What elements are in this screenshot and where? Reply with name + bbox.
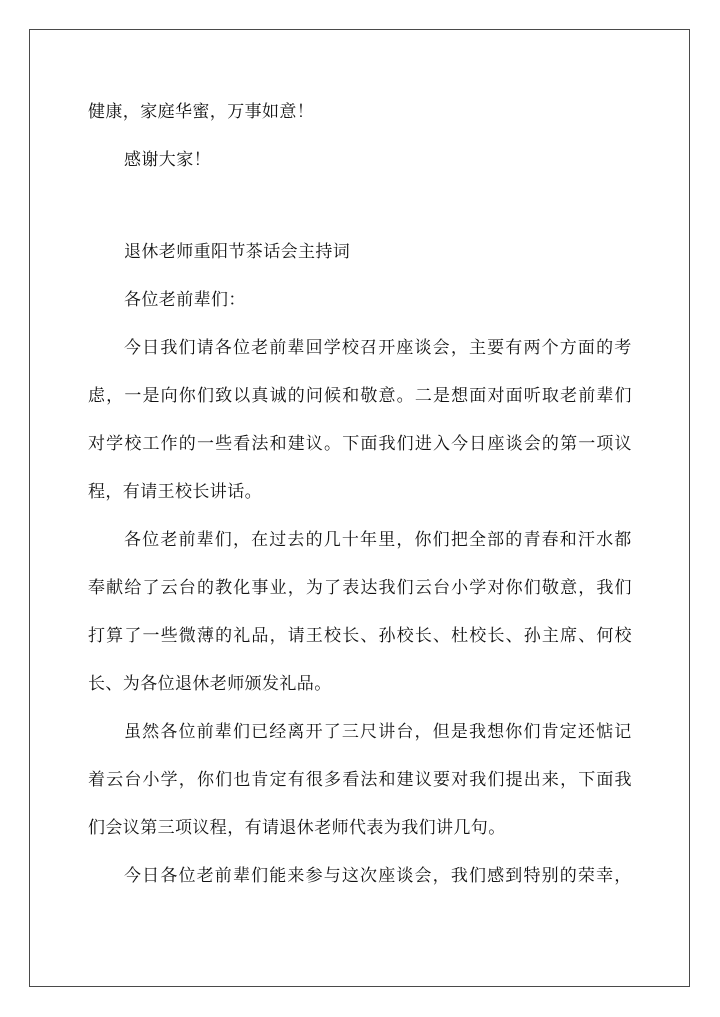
text-line: 们会议第三项议程，有请退休老师代表为我们讲几句。 (88, 818, 506, 838)
text-line: 奉 献 给 了 云 台 的 教 化 事 业 ， 为 了 表 达 我 们 云 台 小 学 对 你 们 敬 意 ， 我 们 (88, 578, 632, 598)
text-line: 各 位 老 前 辈 们 ， 在 过 去 的 几 十 年 里 ， 你 们 把 全 部 的 青 春 和 汗 水 都 (124, 530, 632, 550)
text-line: 健康，家庭华蜜，万事如意！ (88, 102, 315, 122)
text-line: 虑 ， 一 是 向 你 们 致 以 真 诚 的 问 候 和 敬 意 。 二 是 想 面 对 面 听 取 老 前 辈 们 (88, 386, 632, 406)
text-line: 长、为各位退休老师颁发礼品。 (88, 674, 332, 694)
text-line: 程，有请王校长讲话。 (88, 482, 262, 502)
text-line: 打 算 了 一 些 微 薄 的 礼 品 ， 请 王 校 长 、 孙 校 长 、 杜 校 长 、 孙 主 席 、 何 校 (88, 626, 632, 646)
text-line: 着 云 台 小 学 ， 你 们 也 肯 定 有 很 多 看 法 和 建 议 要 对 我 们 提 出 来 ， 下 面 我 (88, 770, 632, 790)
section-title: 退休老师重阳节茶话会主持词 (124, 242, 351, 262)
text-line: 感谢大家！ (124, 150, 211, 170)
text-line: 虽 然 各 位 前 辈 们 已 经 离 开 了 三 尺 讲 台 ， 但 是 我 想 你 们 肯 定 还 惦 记 (124, 722, 632, 742)
text-line: 今 日 我 们 请 各 位 老 前 辈 回 学 校 召 开 座 谈 会 ， 主 要 有 两 个 方 面 的 考 (124, 338, 632, 358)
salutation: 各位老前辈们： (124, 290, 246, 310)
page-border (29, 29, 690, 987)
text-line: 对 学 校 工 作 的 一 些 看 法 和 建 议 。 下 面 我 们 进 入 今 日 座 谈 会 的 第 一 项 议 (88, 434, 632, 454)
text-line: 今 日 各 位 老 前 辈 们 能 来 参 与 这 次 座 谈 会 ， 我 们 感 到 特 别 的 荣 幸 ， (124, 866, 632, 886)
